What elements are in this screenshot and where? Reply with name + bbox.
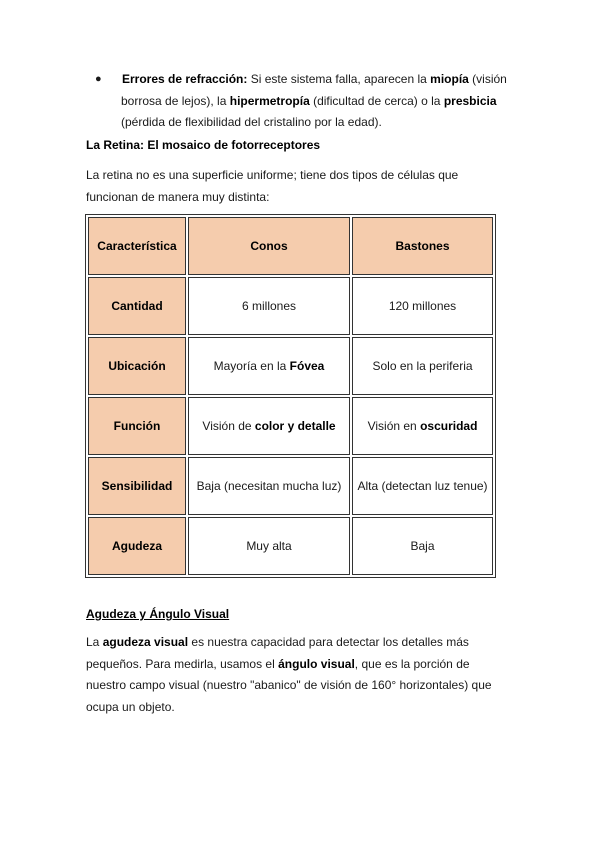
bullet-dot-icon: ● [95,73,102,85]
intro-line-2: funcionan de manera muy distinta: [86,189,270,204]
bastones-cell: Alta (detectan luz tenue) [352,457,493,515]
table-row [88,517,493,575]
row-label-función: Función [88,397,186,455]
header-caracteristica: Característica [88,217,186,275]
paragraph-line: pequeños. Para medirla, usamos el ángulo visual, que es la porción de [86,656,470,671]
header-bastones: Bastones [352,217,493,275]
row-label-sensibilidad: Sensibilidad [88,457,186,515]
bullet-refraction-errors [95,69,534,134]
conos-cell: 6 millones [188,277,350,335]
acuity-paragraph [86,632,516,718]
row-label-cantidad: Cantidad [88,277,186,335]
bullet-line-3: (pérdida de flexibilidad del cristalino por la edad). [121,115,382,129]
row-label-ubicación: Ubicación [88,337,186,395]
bastones-cell: 120 millones [352,277,493,335]
retina-heading: La Retina: El mosaico de fotorreceptores [86,138,321,152]
conos-cell: Visión de color y detalle [188,397,350,455]
table-row [88,457,493,515]
paragraph-line: nuestro campo visual (nuestro "abanico" de visión de 160° horizontales) que [86,678,492,692]
acuity-section-title: Agudeza y Ángulo Visual [86,607,230,621]
table-header-row [88,217,493,275]
bastones-cell: Visión en oscuridad [352,397,493,455]
row-label-agudeza: Agudeza [88,517,186,575]
bastones-cell: Baja [352,517,493,575]
conos-cell: Baja (necesitan mucha luz) [188,457,350,515]
table-row [88,277,493,335]
table-row [88,397,493,455]
paragraph-line: La agudeza visual es nuestra capacidad para detectar los detalles más [86,635,469,649]
bullet-line-1: Errores de refracción: Si este sistema falla, aparecen la miopía (visión [122,72,507,86]
bastones-cell: Solo en la periferia [352,337,493,395]
photoreceptor-comparison-table [85,214,496,578]
intro-line-1: La retina no es una superficie uniforme; tiene dos tipos de células que [86,168,459,182]
header-conos: Conos [188,217,350,275]
conos-cell: Mayoría en la Fóvea [188,337,350,395]
bullet-line-2: borrosa de lejos), la hipermetropía (dificultad de cerca) o la presbicia [121,93,497,108]
paragraph-line: ocupa un objeto. [86,699,175,714]
conos-cell: Muy alta [188,517,350,575]
retina-intro [86,165,506,208]
table-row [88,337,493,395]
